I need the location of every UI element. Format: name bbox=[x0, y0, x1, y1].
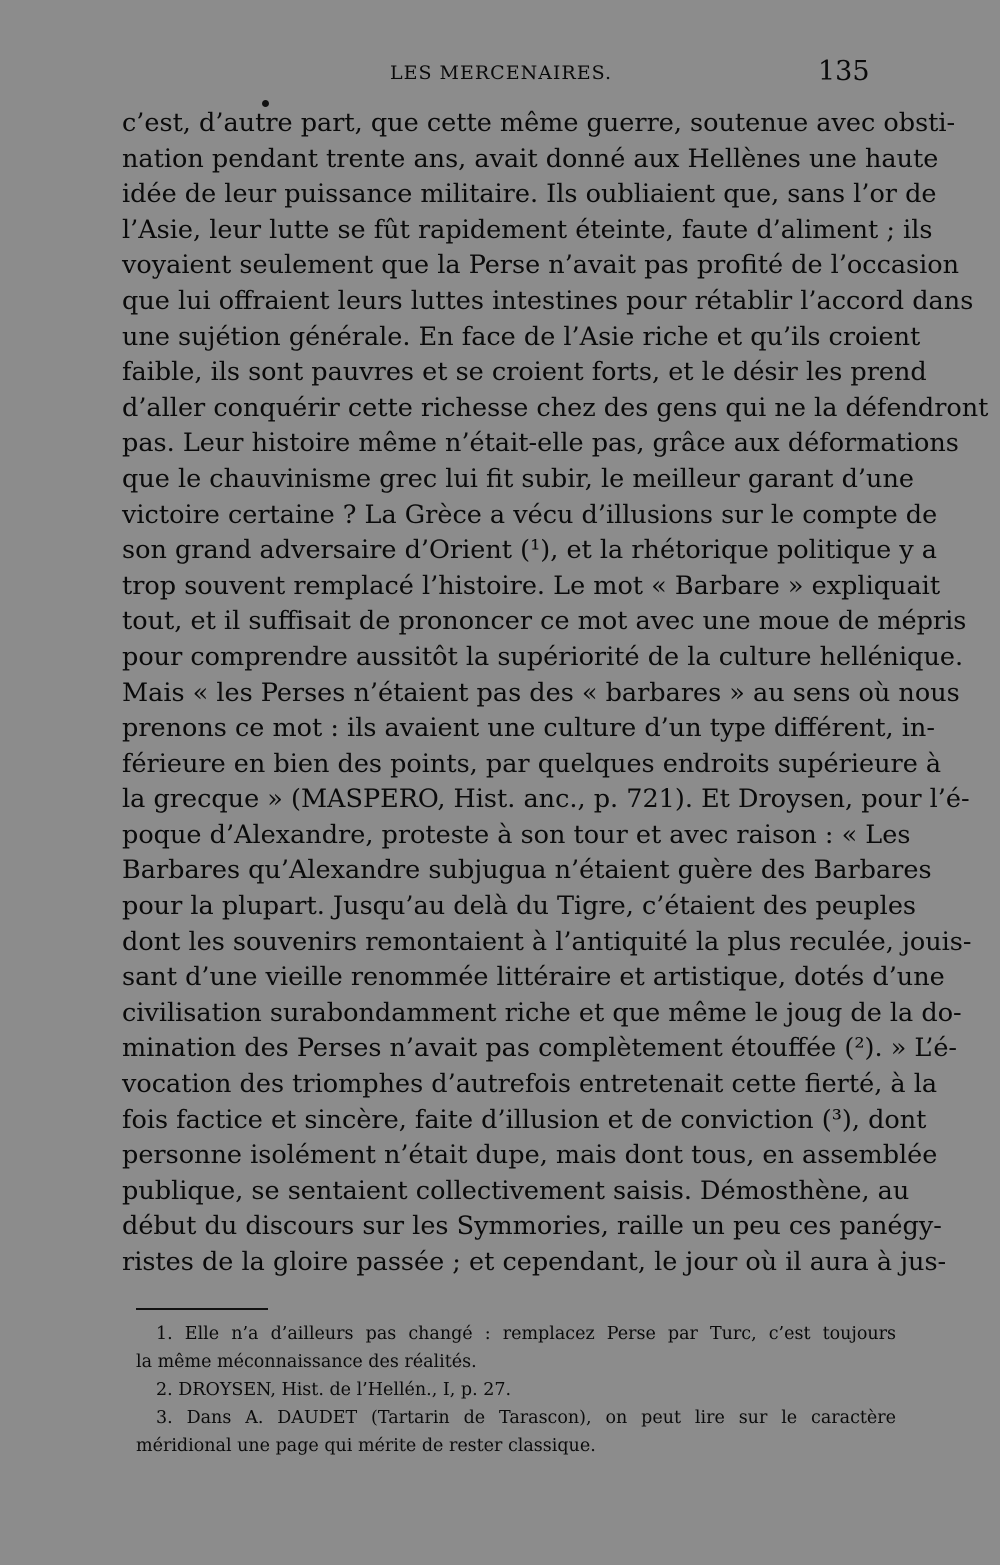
body-line: Mais « les Perses n’étaient pas des « barbares » au sens où nous bbox=[122, 677, 960, 708]
body-line: sant d’une vieille renommée littéraire et artistique, dotés d’une bbox=[122, 962, 945, 993]
body-line: prenons ce mot : ils avaient une culture d’un type différent, in- bbox=[122, 713, 935, 744]
body-line: voyaient seulement que la Perse n’avait pas profité de l’occasion bbox=[122, 250, 960, 281]
body-line: idée de leur puissance militaire. Ils oubliaient que, sans l’or de bbox=[122, 179, 937, 210]
body-line: fois factice et sincère, faite d’illusion et de conviction (³), dont bbox=[122, 1104, 927, 1135]
body-line: pour comprendre aussitôt la supériorité de la culture hellénique. bbox=[122, 641, 964, 672]
body-line: c’est, d’autre part, que cette même guerre, soutenue avec obsti- bbox=[122, 108, 956, 138]
body-line: civilisation surabondamment riche et que même le joug de la do- bbox=[122, 997, 962, 1028]
body-line: que le chauvinisme grec lui fit subir, le meilleur garant d’une bbox=[122, 463, 914, 494]
body-line: son grand adversaire d’Orient (¹), et la rhétorique politique y a bbox=[122, 535, 938, 566]
footnote-line: méridional une page qui mérite de rester classique. bbox=[136, 1436, 596, 1456]
body-line: dont les souvenirs remontaient à l’antiquité la plus reculée, jouis- bbox=[122, 926, 972, 957]
footnotes bbox=[136, 1320, 896, 1460]
footnote-separator bbox=[136, 1308, 268, 1310]
body-line: férieure en bien des points, par quelques endroits supérieure à bbox=[122, 748, 942, 779]
footnote-line: la même méconnaissance des réalités. bbox=[136, 1352, 477, 1372]
body-line: d’aller conquérir cette richesse chez des gens qui ne la défendront bbox=[122, 392, 989, 423]
footnote-line: 3. Dans A. DAUDET (Tartarin de Tarascon), on peut lire sur le caractère bbox=[156, 1408, 896, 1428]
body-text bbox=[122, 106, 989, 1281]
running-title: LES MERCENAIRES. bbox=[390, 62, 612, 84]
body-line: nation pendant trente ans, avait donné aux Hellènes une haute bbox=[122, 143, 939, 174]
body-line: trop souvent remplacé l’histoire. Le mot « Barbare » expliquait bbox=[122, 570, 941, 601]
body-line: l’Asie, leur lutte se fût rapidement éteinte, faute d’aliment ; ils bbox=[122, 214, 933, 245]
footnote-line: 2. DROYSEN, Hist. de l’Hellén., I, p. 27. bbox=[156, 1380, 512, 1400]
body-line: poque d’Alexandre, proteste à son tour et avec raison : « Les bbox=[122, 819, 911, 850]
page-header bbox=[0, 56, 1000, 96]
body-line: vocation des triomphes d’autrefois entretenait cette fierté, à la bbox=[122, 1069, 938, 1100]
body-line: la grecque » (MASPERO, Hist. anc., p. 721). Et Droysen, pour l’é- bbox=[122, 784, 970, 815]
page-number: 135 bbox=[818, 56, 870, 87]
footnote-line: 1. Elle n’a d’ailleurs pas changé : remplacez Perse par Turc, c’est toujours bbox=[156, 1324, 896, 1344]
body-line: une sujétion générale. En face de l’Asie riche et qu’ils croient bbox=[122, 321, 921, 352]
body-line: Barbares qu’Alexandre subjugua n’étaient guère des Barbares bbox=[122, 855, 932, 886]
body-line: victoire certaine ? La Grèce a vécu d’illusions sur le compte de bbox=[122, 499, 938, 530]
body-line: tout, et il suffisait de prononcer ce mot avec une moue de mépris bbox=[122, 606, 967, 637]
body-line: pour la plupart. Jusqu’au delà du Tigre, c’étaient des peuples bbox=[122, 891, 917, 922]
body-line: début du discours sur les Symmories, raille un peu ces panégy- bbox=[122, 1211, 942, 1242]
body-line: mination des Perses n’avait pas complètement étouffée (²). » L’é- bbox=[122, 1033, 958, 1064]
body-line: pas. Leur histoire même n’était-elle pas, grâce aux déformations bbox=[122, 428, 959, 459]
body-line: ristes de la gloire passée ; et cependant, le jour où il aura à jus- bbox=[122, 1247, 947, 1277]
body-line: personne isolément n’était dupe, mais dont tous, en assemblée bbox=[122, 1140, 938, 1171]
body-line: publique, se sentaient collectivement saisis. Démosthène, au bbox=[122, 1175, 910, 1206]
body-line: que lui offraient leurs luttes intestines pour rétablir l’accord dans bbox=[122, 285, 974, 316]
body-line: faible, ils sont pauvres et se croient forts, et le désir les prend bbox=[122, 357, 927, 388]
